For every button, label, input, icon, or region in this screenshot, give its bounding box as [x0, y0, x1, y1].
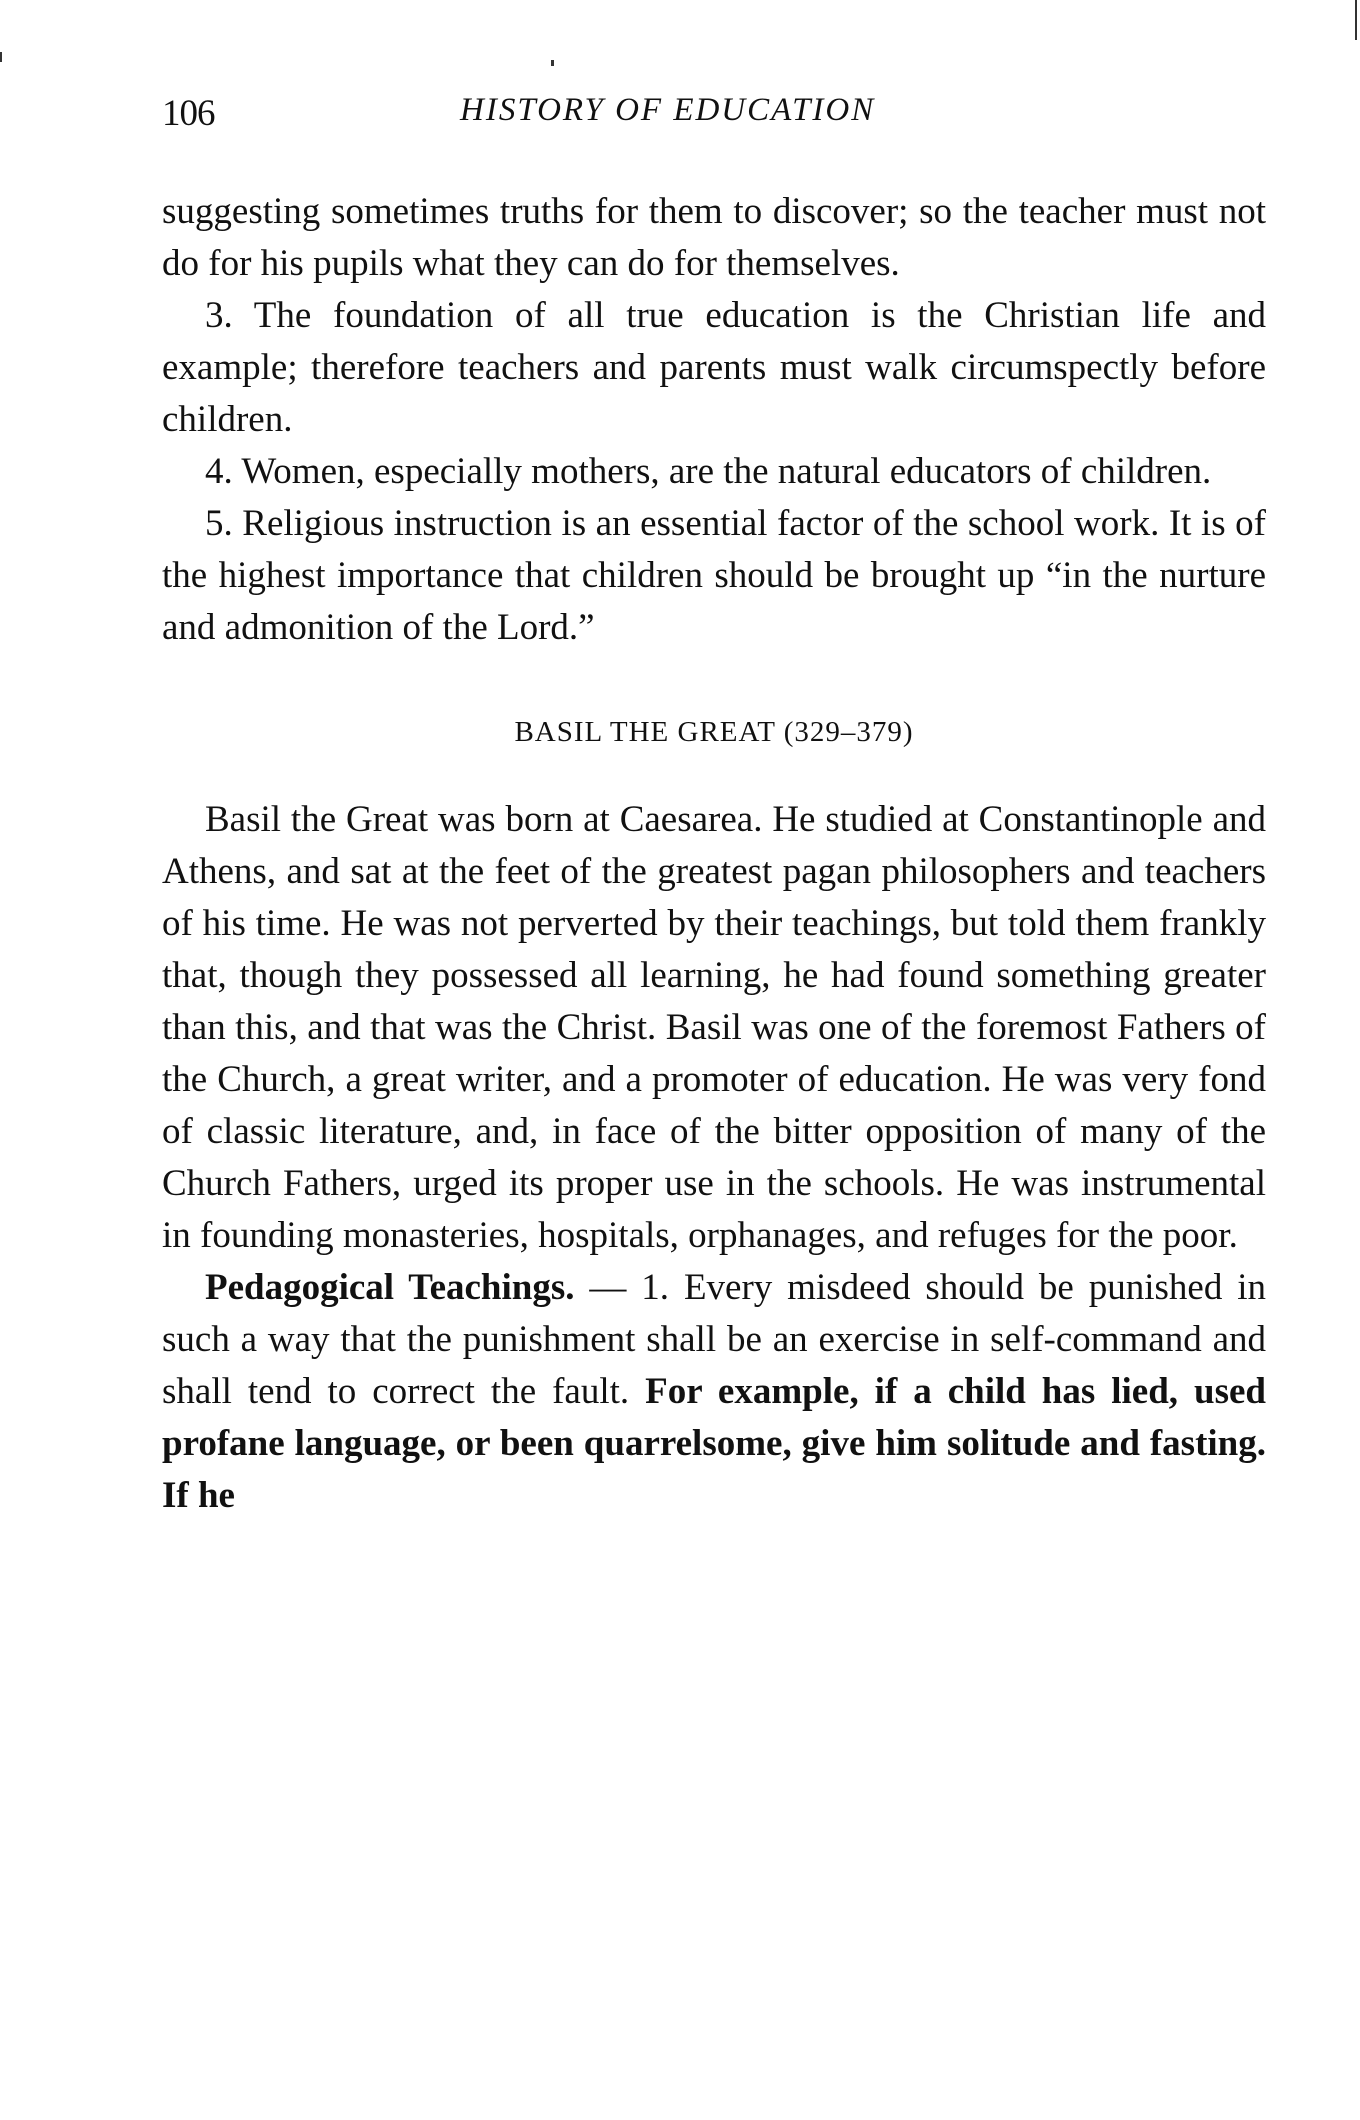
item-text: Religious instruction is an essential factor of the school work. It is of the highest importance that children should be brought up “in the nurture and admonition of the Lord.”: [162, 503, 1267, 648]
page-number: 106: [162, 93, 215, 134]
list-item: [162, 446, 1266, 498]
item-text: The foundation of all true education is the Christian life and example; therefore teachers and parents must walk circumspectly before children.: [162, 295, 1266, 440]
item-text: Women, especially mothers, are the natural educators of children.: [241, 451, 1212, 492]
item-number: 5.: [205, 503, 233, 544]
pedagogical-lead: Pedagogical Teachings.: [205, 1267, 575, 1308]
scan-speck: [0, 52, 2, 62]
item-number: 1.: [641, 1267, 670, 1308]
em-dash: —: [574, 1267, 642, 1308]
item-text: Every misdeed should be punished in such a way that the punishment shall be an exercise in self-command and shall tend to correct the fault.: [162, 1267, 1266, 1412]
page-header: [162, 92, 1266, 142]
list-item: [162, 498, 1266, 654]
list-item: [162, 290, 1266, 446]
item-number: 3.: [205, 295, 233, 336]
biography-paragraph: Basil the Great was born at Caesarea. He studied at Constantinople and Athens, and sat at the feet of the greatest pagan philosophers and teachers of his time. He was not perverted by their teachings, but told them frankly that, though they possessed all learning, he had found something greater than this, and that was the Christ. Basil was one of the foremost Fathers of the Church, a great writer, and a promoter of education. He was very fond of classic literature, and, in face of the bitter opposition of many of the Church Fathers, urged its proper use in the schools. He was instrumental in founding monasteries, hospitals, orphanages, and refuges for the poor.: [162, 799, 1266, 1256]
page-body: [162, 186, 1266, 1522]
pedagogical-paragraph: [162, 1262, 1266, 1522]
scan-edge-mark: [1355, 0, 1357, 40]
running-title: HISTORY OF EDUCATION: [460, 92, 876, 128]
item-number: 4.: [205, 451, 233, 492]
scan-speck: [551, 60, 554, 66]
section-heading: BASIL THE GREAT (329–379): [514, 716, 914, 748]
bold-continuation: For example, if a child has lied, used profane language, or been quarrelsome, give him solitude and fasting. If he: [162, 1371, 1266, 1516]
continuation-paragraph: suggesting sometimes truths for them to discover; so the teacher must not do for his pupils what they can do for themselves.: [162, 191, 1266, 284]
